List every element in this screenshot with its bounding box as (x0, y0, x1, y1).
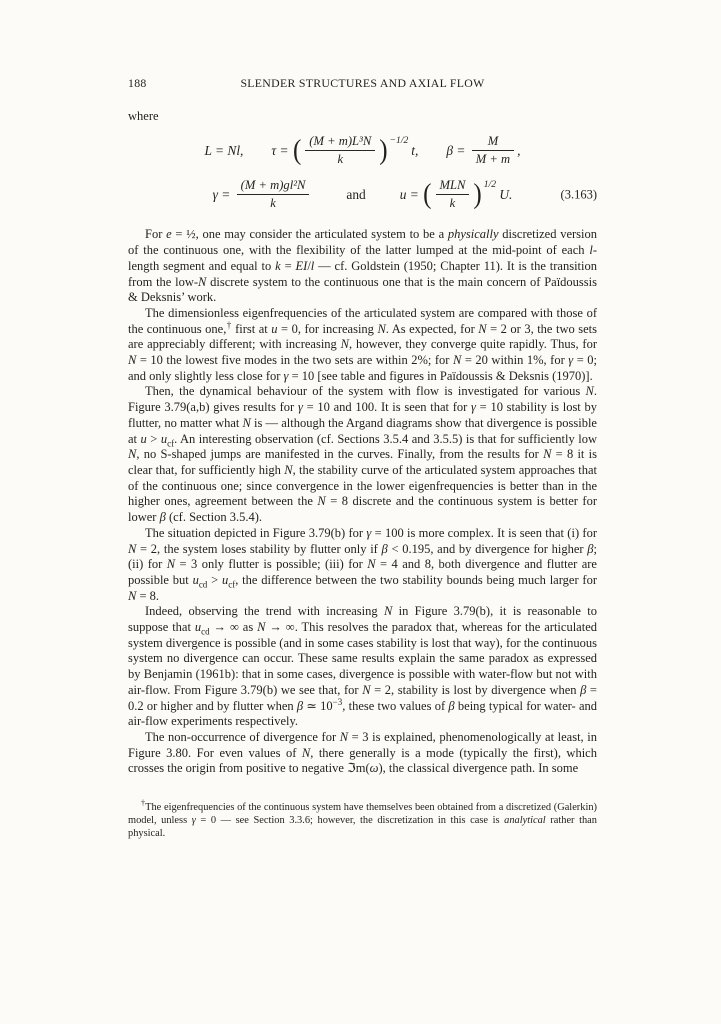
running-head: SLENDER STRUCTURES AND AXIAL FLOW (240, 76, 485, 90)
eq1-term-tau: τ = (271, 142, 292, 158)
close-paren: ) (473, 179, 482, 210)
exponent-half: 1/2 (483, 179, 496, 191)
exponent-minus-half: −1/2 (389, 135, 409, 146)
page-header (128, 76, 597, 91)
fraction-MLN-over-k (436, 178, 470, 211)
paragraph-6: The non-occurrence of divergence for N = 3 is explained, phenomenologically at least, in Figure 3.80. For even values of N, there generally is a mode (typically the first), which crosses the origin from positive to negative ℑm(ω), the classical divergence path. In some (128, 729, 597, 776)
eq2-and-word: and (346, 186, 366, 202)
fraction-denominator: k (337, 152, 344, 167)
eq2-term-U: U. (496, 186, 513, 202)
paragraph-2: The dimensionless eigenfrequencies of the articulated system are compared with those of the continuous one,† first at u = 0, for increasing N. As expected, for N = 2 or 3, the two sets are appreciably different; with increasing N, however, they converge quite rapidly. Thus, for N = 10 the lowest five modes in the two sets are within 2%; for N = 20 within 1%, for γ = 0; and only slightly less close for γ = 10 [see table and figures in Païdoussis & Deksnis (1970)]. (128, 305, 598, 383)
paragraph-5: Indeed, observing the trend with increasing N in Figure 3.79(b), it is reasonable to suppose that $u_{cd}$ → ∞ as N → ∞. This resolves the paradox that, whereas for the articulated system divergence is possible (and in some cases stability is lost that way), for the continuous system no divergence can occur. These same results explain the same paradox as expressed by Benjamin (1961b): that in some cases, divergence is possible with water-flow but not with air-flow. From Figure 3.79(b) we see that, for N = 2, stability is lost by divergence when β = 0.2 or higher and by flutter when β ≃ $10^{-3}$, these two values of β being typical for water- and air-flow experiments respectively. (128, 604, 597, 729)
fraction-numerator: (M + m)L³N (305, 134, 375, 151)
equation-number: (3.163) (560, 187, 597, 202)
fraction-numerator: M (472, 134, 514, 151)
fraction-numerator: MLN (436, 178, 470, 195)
fraction-mgl2N-over-k (237, 178, 310, 211)
equation-display (128, 134, 597, 211)
eq2-term-u: u = (399, 186, 423, 202)
eq2-term-gamma: γ = (212, 186, 234, 202)
eq1-comma: , (517, 142, 521, 158)
equation-line-2 (128, 178, 597, 211)
paragraph-1: For e = ½, one may consider the articulated system to be a physically discretized version of the continuous one, with the flexibility of the latter lumped at the mid-point of each l-length segment and equal to k = EI/l — cf. Goldstein (1950; Chapter 11). It is the transition from the low-N discrete system to the continuous one that is the main concern of Païdoussis & Deksnis’ work. (128, 227, 597, 305)
paragraph-3: Then, the dynamical behaviour of the system with flow is investigated for various N. Figure 3.79(a,b) gives results for γ = 10 and 100. It is seen that for γ = 10 stability is lost by flutter, no matter what N is — although the Argand diagrams show that divergence is possible at $u > u_{cf}$. An interesting observation (cf. Sections 3.5.4 and 3.5.5) is that for sufficiently low N, no S-shaped jumps are manifested in the curves. Finally, from the results for N = 8 it is clear that, for sufficiently high N, the stability curve of the articulated system approaches that of the continuous one; since convergence in the lower eigenfrequencies is better than in the higher ones, agreement between the N = 8 discrete and the continuous system is better for lower β (cf. Section 3.5.4). (128, 384, 598, 525)
eq1-term-L: L = Nl, (204, 142, 244, 158)
page-number: 188 (128, 76, 147, 90)
equation-line-1 (128, 134, 597, 167)
fraction-numerator: (M + m)gl²N (237, 178, 310, 195)
eq1-term-t: t, (411, 142, 419, 158)
fraction-ML3N-over-k (305, 134, 375, 167)
fraction-denominator: k (449, 196, 456, 211)
open-paren: ( (423, 179, 432, 210)
close-paren: ) (379, 135, 388, 166)
open-paren: ( (292, 135, 302, 166)
fraction-denominator: M + m (475, 152, 511, 167)
paragraph-4: The situation depicted in Figure 3.79(b) for γ = 100 is more complex. It is seen that (i) for N = 2, the system loses stability by flutter only if β < 0.195, and by divergence for higher β; (ii) for N = 3 only flutter is possible; (iii) for N = 4 and 8, both divergence and flutter are possible but $u_{cd} > u_{cf}$, the difference between the two stability bounds being much larger for N = 8. (128, 525, 597, 603)
fraction-denominator: k (270, 196, 276, 211)
lead-in-word: where (128, 109, 159, 123)
body-text (128, 227, 597, 777)
eq1-term-beta: β = (446, 142, 469, 158)
footnote: †The eigenfrequencies of the continuous system have themselves been obtained from a discretized (Galerkin) model, unless γ = 0 — see Section 3.3.6; however, the discretization in this case is analytical rather than physical. (128, 798, 598, 840)
fraction-M-over-M-plus-m (472, 134, 514, 167)
